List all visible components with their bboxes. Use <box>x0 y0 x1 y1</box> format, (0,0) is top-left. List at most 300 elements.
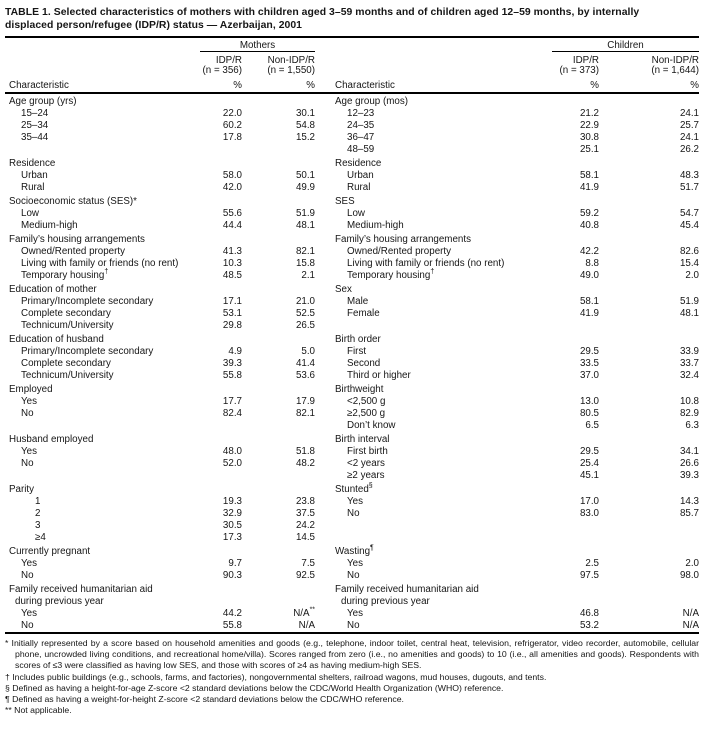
value-cell <box>599 232 699 246</box>
table-row <box>5 446 699 458</box>
value-cell: 92.5 <box>295 570 316 581</box>
table-row <box>5 382 699 396</box>
table-body <box>5 93 699 633</box>
footnote-marker: ** <box>5 705 12 716</box>
value-cell <box>200 596 242 608</box>
value-cell: 21.2 <box>579 108 600 119</box>
row-label-children: 48–59 <box>347 144 375 155</box>
col-header-mothers-nonidpr <box>242 52 315 78</box>
value-cell: 32.9 <box>222 508 242 519</box>
value-cell: 2.0 <box>685 558 700 569</box>
row-label-children: SES <box>335 196 355 207</box>
column-header-row <box>5 52 699 78</box>
value-cell: 83.0 <box>579 508 600 519</box>
row-label-children: 12–23 <box>347 108 375 119</box>
value-cell <box>552 332 599 346</box>
table-row <box>5 182 699 194</box>
value-cell <box>242 582 315 596</box>
row-label-children: ≥2 years <box>347 470 385 481</box>
row-label-mothers: Residence <box>9 158 56 169</box>
row-label-mothers: Complete secondary <box>21 308 111 319</box>
row-label-children: 24–35 <box>347 120 375 131</box>
value-cell: 17.7 <box>222 396 242 407</box>
value-cell: 41.9 <box>579 308 600 319</box>
table-row <box>5 596 699 608</box>
row-label-mothers: 25–34 <box>21 120 49 131</box>
value-cell: 55.6 <box>222 208 242 219</box>
value-cell: 13.0 <box>579 396 600 407</box>
value-cell <box>552 432 599 446</box>
row-label-mothers: 2 <box>35 508 41 519</box>
characteristics-table <box>5 36 699 634</box>
value-cell: 53.2 <box>579 620 600 631</box>
value-cell: 25.4 <box>579 458 600 469</box>
row-label-children: Family received humanitarian aid <box>335 584 479 595</box>
value-cell: 19.3 <box>222 496 242 507</box>
row-label-children: Yes <box>347 558 363 569</box>
value-cell <box>552 93 599 108</box>
value-cell: 52.0 <box>222 458 242 469</box>
row-label-children <box>315 532 552 544</box>
table-row <box>5 582 699 596</box>
value-cell: 82.1 <box>295 408 316 419</box>
value-cell <box>599 282 699 296</box>
value-cell: 9.7 <box>228 558 242 569</box>
value-cell: 54.7 <box>679 208 700 219</box>
table-row <box>5 496 699 508</box>
row-label-mothers: Urban <box>21 170 48 181</box>
row-label-mothers: Medium-high <box>21 220 78 231</box>
value-cell <box>599 432 699 446</box>
value-cell: 26.2 <box>679 144 700 155</box>
percent-header: % <box>552 77 599 93</box>
table-row <box>5 144 699 156</box>
table-row <box>5 296 699 308</box>
value-cell: 24.1 <box>679 132 700 143</box>
value-cell <box>552 520 599 532</box>
value-cell <box>552 596 599 608</box>
value-cell: 82.9 <box>679 408 700 419</box>
column-name: IDP/R <box>215 54 242 66</box>
column-n: (n = 356) <box>202 65 242 77</box>
row-label-mothers: Technicum/University <box>21 320 114 331</box>
value-cell: 17.1 <box>222 296 242 307</box>
table-row <box>5 432 699 446</box>
value-cell <box>552 320 599 332</box>
table-row <box>5 420 699 432</box>
row-label-children: Male <box>347 296 369 307</box>
value-cell: 33.9 <box>679 346 700 357</box>
row-label-mothers: Employed <box>9 384 53 395</box>
table-row <box>5 558 699 570</box>
value-cell: 39.3 <box>679 470 700 481</box>
footnote: † Includes public buildings (e.g., schools, farms, and factories), nongovernmental shelters, railroad wagons, mud houses, dugouts, and tents. <box>5 671 547 682</box>
value-cell: 17.0 <box>579 496 600 507</box>
value-cell <box>200 582 242 596</box>
row-label-mothers: ≥4 <box>35 532 46 543</box>
footnote-marker: † <box>5 671 10 682</box>
empty-cell <box>315 52 552 78</box>
row-label-mothers: during previous year <box>15 596 104 607</box>
footnote: ** Not applicable. <box>5 705 72 716</box>
table-row <box>5 544 699 558</box>
row-label-children <box>315 520 552 532</box>
value-cell <box>552 194 599 208</box>
value-cell <box>242 596 315 608</box>
row-label-mothers: 3 <box>35 520 41 531</box>
value-cell: 48.0 <box>222 446 242 457</box>
value-cell <box>200 282 242 296</box>
value-cell <box>599 544 699 558</box>
row-label-children: Living with family or friends (no rent) <box>347 258 505 269</box>
column-n: (n = 1,644) <box>651 65 700 77</box>
value-cell: 44.4 <box>222 220 242 231</box>
row-label-mothers: Primary/Incomplete secondary <box>21 346 154 357</box>
children-group-header: Children <box>552 37 699 52</box>
value-cell <box>599 320 699 332</box>
percent-header: % <box>599 77 699 93</box>
value-cell: 30.5 <box>222 520 242 531</box>
value-cell: 37.0 <box>579 370 600 381</box>
table-row <box>5 246 699 258</box>
empty-cell <box>315 37 552 52</box>
footnote: § Defined as having a height-for-age Z-score <2 standard deviations below the CDC/World Health Organization (WHO) reference. <box>5 682 504 693</box>
row-label-children: 36–47 <box>347 132 375 143</box>
footnote: ¶ Defined as having a weight-for-height Z-score <2 standard deviations below the CDC/WHO reference. <box>5 694 404 705</box>
value-cell: 98.0 <box>679 570 700 581</box>
table-row <box>5 570 699 582</box>
value-cell: 15.2 <box>295 132 316 143</box>
value-cell <box>552 156 599 170</box>
value-cell: 2.1 <box>301 270 316 281</box>
value-cell: 55.8 <box>222 370 242 381</box>
value-cell: 23.8 <box>295 496 316 507</box>
row-label-mothers: Complete secondary <box>21 358 111 369</box>
value-cell: 37.5 <box>295 508 316 519</box>
value-cell: 55.8 <box>222 620 242 631</box>
table-row <box>5 370 699 382</box>
value-cell: 58.1 <box>579 170 600 181</box>
value-cell: 82.6 <box>679 246 700 257</box>
characteristic-header-right: Characteristic <box>315 77 552 93</box>
row-label-children: Wasting¶ <box>335 544 374 557</box>
percent-header: % <box>242 77 315 93</box>
value-cell: 5.0 <box>301 346 316 357</box>
value-cell: 80.5 <box>579 408 600 419</box>
row-label-mothers: Primary/Incomplete secondary <box>21 296 154 307</box>
value-cell <box>200 232 242 246</box>
row-label-mothers: Temporary housing† <box>21 268 109 281</box>
row-label-children: Third or higher <box>347 370 411 381</box>
value-cell: 25.7 <box>679 120 700 131</box>
table-row <box>5 108 699 120</box>
value-cell: 33.7 <box>679 358 700 369</box>
value-cell <box>599 520 699 532</box>
value-cell: 90.3 <box>222 570 242 581</box>
row-label-mothers: Owned/Rented property <box>21 246 126 257</box>
row-label-mothers: Rural <box>21 182 45 193</box>
row-label-children: Medium-high <box>347 220 404 231</box>
value-cell: 82.1 <box>295 246 316 257</box>
value-cell: 51.8 <box>295 446 316 457</box>
value-cell: 34.1 <box>679 446 700 457</box>
value-cell: 51.9 <box>295 208 316 219</box>
value-cell: 97.5 <box>579 570 600 581</box>
value-cell <box>242 420 315 432</box>
empty-cell <box>5 52 200 78</box>
row-label-mothers: Socioeconomic status (SES)* <box>9 196 137 207</box>
row-label-children: <2 years <box>347 458 385 469</box>
row-label-children: Yes <box>347 608 363 619</box>
value-cell: N/A** <box>293 606 316 619</box>
value-cell <box>242 382 315 396</box>
row-label-mothers: Currently pregnant <box>9 546 91 557</box>
row-label-mothers: Yes <box>21 446 37 457</box>
value-cell <box>242 470 315 482</box>
mothers-group-header: Mothers <box>200 37 315 52</box>
column-n: (n = 1,550) <box>267 65 316 77</box>
row-label-children: Yes <box>347 496 363 507</box>
value-cell: 82.4 <box>222 408 242 419</box>
value-cell: 14.3 <box>679 496 700 507</box>
row-label-children: First <box>347 346 367 357</box>
value-cell: 15.4 <box>679 258 700 269</box>
value-cell <box>599 582 699 596</box>
value-cell: 26.6 <box>679 458 700 469</box>
table-header <box>5 37 699 93</box>
row-label-children: No <box>347 620 360 631</box>
value-cell <box>552 482 599 496</box>
value-cell: 22.9 <box>579 120 600 131</box>
value-cell: 53.6 <box>295 370 316 381</box>
value-cell: 24.1 <box>679 108 700 119</box>
value-cell: 30.1 <box>295 108 316 119</box>
table-row <box>5 170 699 182</box>
row-label-mothers: Low <box>21 208 39 219</box>
footnote-marker: ¶ <box>5 694 10 705</box>
value-cell <box>552 382 599 396</box>
table-row <box>5 608 699 620</box>
row-label-children: First birth <box>347 446 388 457</box>
table-row <box>5 508 699 520</box>
column-name: IDP/R <box>572 54 600 66</box>
row-label-mothers: Yes <box>21 558 37 569</box>
table-row <box>5 482 699 496</box>
value-cell: 85.7 <box>679 508 700 519</box>
value-cell: 40.8 <box>579 220 600 231</box>
value-cell <box>242 144 315 156</box>
value-cell <box>599 156 699 170</box>
row-label-mothers: 35–44 <box>21 132 49 143</box>
footnote: * Initially represented by a score based on household amenities and goods (e.g., telephone, indoor toilet, central heat, television, refrigerator, video recorder, automobile, cellular phone, uncrowded living conditions, and recreational home/villa). Scores ranged from zero (i.e., no amenities and goods) to 10 (i.e., all amenities and goods). Respondents with scores of ≤3 were classified as having low SES, and those with scores of ≥4 as having medium-high SES. <box>5 638 699 671</box>
table-row <box>5 194 699 208</box>
value-cell: 48.3 <box>679 170 700 181</box>
value-cell: 32.4 <box>679 370 700 381</box>
value-cell <box>242 432 315 446</box>
value-cell <box>552 532 599 544</box>
value-cell: 29.5 <box>579 346 600 357</box>
value-cell: 4.9 <box>228 346 242 357</box>
table-title <box>5 6 699 32</box>
value-cell <box>200 544 242 558</box>
footnotes <box>5 638 699 716</box>
table-row <box>5 396 699 408</box>
table-row <box>5 208 699 220</box>
value-cell <box>200 332 242 346</box>
table-row <box>5 120 699 132</box>
row-label-children: Birth interval <box>335 434 390 445</box>
value-cell: 8.8 <box>585 258 600 269</box>
value-cell: 48.1 <box>679 308 700 319</box>
value-cell: 48.1 <box>295 220 316 231</box>
value-cell: 41.9 <box>579 182 600 193</box>
value-cell <box>242 156 315 170</box>
value-cell: 2.5 <box>585 558 600 569</box>
value-cell <box>552 282 599 296</box>
value-cell <box>200 482 242 496</box>
table-row <box>5 282 699 296</box>
footnote-marker: § <box>5 682 10 693</box>
value-cell <box>552 232 599 246</box>
value-cell: 10.3 <box>222 258 242 269</box>
value-cell: 39.3 <box>222 358 242 369</box>
column-n: (n = 373) <box>559 65 600 77</box>
row-label-children: Stunted§ <box>335 482 373 495</box>
column-name: Non-IDP/R <box>651 54 700 66</box>
row-label-children: No <box>347 508 360 519</box>
row-label-mothers: Yes <box>21 396 37 407</box>
value-cell: 50.1 <box>295 170 316 181</box>
value-cell: 46.8 <box>579 608 600 619</box>
value-cell: 49.0 <box>579 270 600 281</box>
value-cell: 7.5 <box>301 558 316 569</box>
value-cell <box>599 332 699 346</box>
value-cell: N/A <box>298 620 316 631</box>
row-label-mothers: Yes <box>21 608 37 619</box>
col-header-mothers-idpr <box>200 52 242 78</box>
col-header-children-idpr <box>552 52 599 78</box>
table-row <box>5 93 699 108</box>
table-row <box>5 458 699 470</box>
row-label-mothers: Education of mother <box>9 284 97 295</box>
row-label-children: Age group (mos) <box>335 96 408 107</box>
row-label-children: Family’s housing arrangements <box>335 234 471 245</box>
value-cell: 26.5 <box>295 320 316 331</box>
value-cell: 42.2 <box>579 246 600 257</box>
value-cell <box>599 194 699 208</box>
value-cell <box>599 382 699 396</box>
row-label-children: Female <box>347 308 380 319</box>
value-cell <box>599 596 699 608</box>
value-cell <box>200 382 242 396</box>
row-label-children: Birthweight <box>335 384 384 395</box>
value-cell: 6.3 <box>685 420 700 431</box>
row-label-mothers: Age group (yrs) <box>9 96 77 107</box>
value-cell: 29.5 <box>579 446 600 457</box>
value-cell <box>200 432 242 446</box>
row-label-mothers <box>5 470 200 482</box>
value-cell <box>200 144 242 156</box>
row-label-children: Sex <box>335 284 352 295</box>
value-cell <box>552 582 599 596</box>
unit-header-row <box>5 77 699 93</box>
value-cell: 14.5 <box>295 532 316 543</box>
value-cell: 52.5 <box>295 308 316 319</box>
row-label-children: Owned/Rented property <box>347 246 452 257</box>
row-label-mothers: Family’s housing arrangements <box>9 234 145 245</box>
row-label-mothers: Family received humanitarian aid <box>9 584 153 595</box>
table-row <box>5 346 699 358</box>
row-label-children: <2,500 g <box>347 396 386 407</box>
value-cell: 58.1 <box>579 296 600 307</box>
row-label-children: Residence <box>335 158 382 169</box>
row-label-mothers: No <box>21 408 34 419</box>
value-cell: 58.0 <box>222 170 242 181</box>
row-label-mothers: 15–24 <box>21 108 49 119</box>
value-cell: 44.2 <box>222 608 242 619</box>
value-cell: 15.8 <box>295 258 316 269</box>
row-label-children: Temporary housing† <box>347 268 435 281</box>
value-cell: 33.5 <box>579 358 600 369</box>
value-cell <box>200 156 242 170</box>
value-cell: 22.0 <box>222 108 242 119</box>
row-label-children: Second <box>347 358 381 369</box>
value-cell: 53.1 <box>222 308 242 319</box>
table-row <box>5 232 699 246</box>
value-cell: 54.8 <box>295 120 316 131</box>
row-label-mothers <box>5 420 200 432</box>
row-label-children: No <box>347 570 360 581</box>
value-cell <box>200 93 242 108</box>
value-cell <box>242 332 315 346</box>
row-label-children: during previous year <box>341 596 430 607</box>
percent-header: % <box>200 77 242 93</box>
footnote-marker: * <box>5 638 9 648</box>
value-cell: 10.8 <box>679 396 700 407</box>
table-row <box>5 520 699 532</box>
table-row <box>5 308 699 320</box>
value-cell: 42.0 <box>222 182 242 193</box>
row-label-mothers: Living with family or friends (no rent) <box>21 258 179 269</box>
table-row <box>5 258 699 270</box>
row-label-children: Birth order <box>335 334 381 345</box>
row-label-children: Urban <box>347 170 374 181</box>
row-label-mothers <box>5 144 200 156</box>
value-cell <box>242 282 315 296</box>
row-label-mothers: Education of husband <box>9 334 104 345</box>
table-row <box>5 532 699 544</box>
table-row <box>5 220 699 232</box>
table-row <box>5 332 699 346</box>
row-label-mothers: Husband employed <box>9 434 94 445</box>
group-header-row <box>5 37 699 52</box>
row-label-mothers: No <box>21 570 34 581</box>
value-cell: N/A <box>682 608 700 619</box>
table-row <box>5 470 699 482</box>
table-row <box>5 132 699 144</box>
value-cell <box>200 194 242 208</box>
value-cell: 51.9 <box>679 296 700 307</box>
value-cell: 17.8 <box>222 132 242 143</box>
row-label-children: Rural <box>347 182 371 193</box>
value-cell: 48.2 <box>295 458 316 469</box>
value-cell: 21.0 <box>295 296 316 307</box>
value-cell <box>599 93 699 108</box>
value-cell: 45.4 <box>679 220 700 231</box>
value-cell: 30.8 <box>579 132 600 143</box>
value-cell: 17.9 <box>295 396 316 407</box>
row-label-mothers: No <box>21 458 34 469</box>
